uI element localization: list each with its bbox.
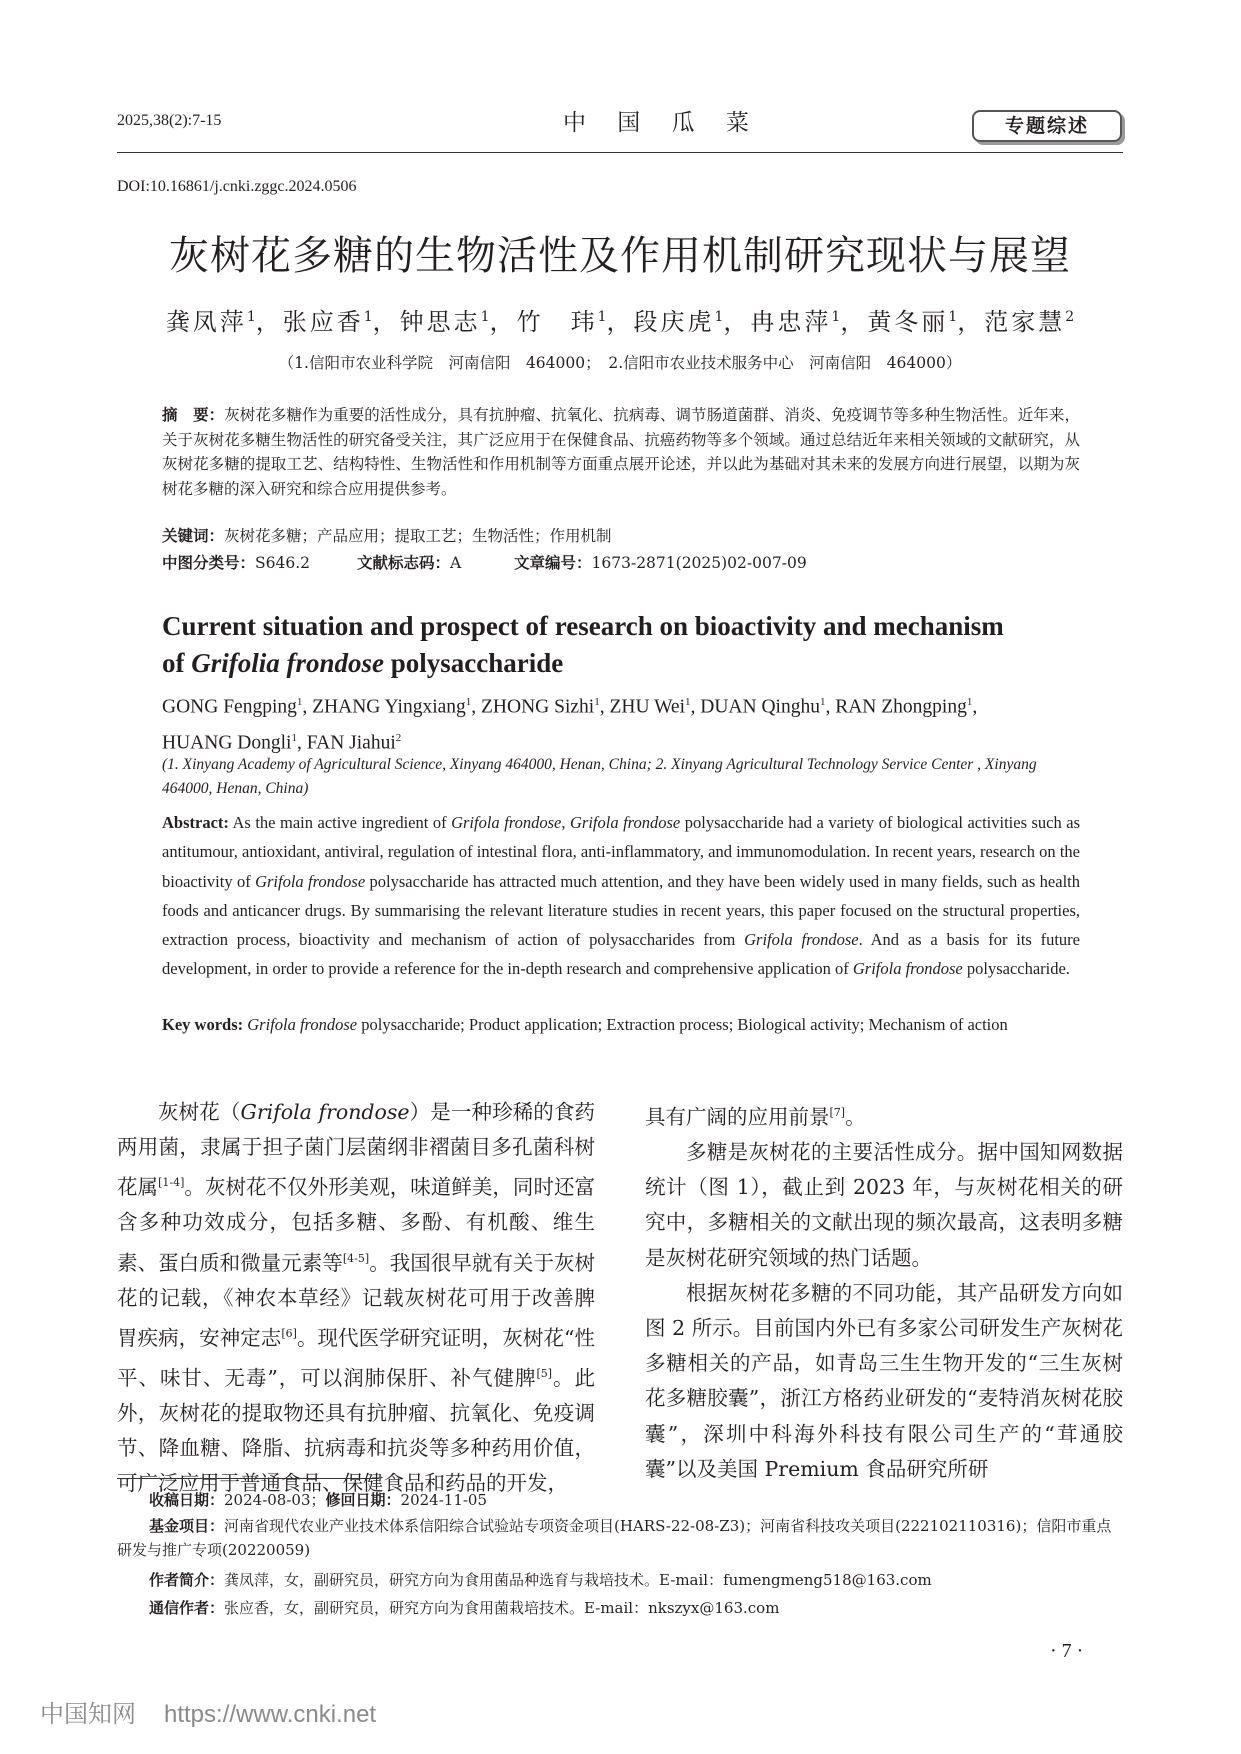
author-en: ZHANG Yingxiang — [312, 696, 466, 718]
doc-code-label: 文献标志码： — [357, 553, 451, 572]
page-number: · 7 · — [1050, 1640, 1084, 1662]
title-en-prefix: of — [162, 648, 192, 678]
body-paragraph: 根据灰树花多糖的不同功能，其产品研发方向如图 2 所示。目前国内外已有多家公司研发生产灰树花多糖相关的产品，如青岛三生生物开发的“三生灰树花多糖胶囊”，浙江方格药业研发的“麦特消灰树花胶囊”，深圳中科海外科技有限公司生产的“茸通胶囊”以及美国 Premium 食品研究所研 — [645, 1280, 1123, 1481]
affil-sup: 1 — [684, 696, 691, 708]
fund-value: 河南省现代农业产业技术体系信阳综合试验站专项资金项目(HARS-22-08-Z3)；河南省科技攻关项目(222102110316)；信阳市重点研发与推广专项(20220059) — [117, 1517, 1112, 1559]
author-cn: 冉忠萍 — [750, 308, 832, 336]
body-text: 。灰树花不仅外形美观，味道鲜美，同时还富含多种功效成分，包括多糖、多酚、有机酸、维生素、蛋白质和微量元素等 — [117, 1175, 596, 1275]
abstract-en — [162, 808, 1080, 984]
abstract-en-text: polysaccharide. — [962, 959, 1070, 979]
footnote-fund — [117, 1514, 1123, 1562]
author-en: ZHONG Sizhi — [481, 696, 595, 718]
body-column-left — [117, 1095, 595, 1502]
affil-sup: 1 — [831, 309, 841, 325]
species-name: Grifola frondose — [247, 1015, 358, 1034]
article-title-en — [162, 608, 1080, 682]
citation-ref[interactable]: [1-4] — [158, 1176, 185, 1190]
affiliation-cn: （1.信阳市农业科学院 河南信阳 464000； 2.信阳市农业技术服务中心 河南信阳 464000） — [278, 354, 962, 372]
footnote-divider — [117, 1478, 379, 1479]
author-en: DUAN Qinghu — [700, 696, 820, 718]
affil-sup: 1 — [296, 696, 303, 708]
affil-sup: 2 — [395, 731, 402, 744]
article-no-value: 1673-2871(2025)02-007-09 — [591, 554, 807, 572]
body-column-right — [645, 1095, 1123, 1487]
affil-sup: 1 — [594, 696, 600, 708]
affil-sup: 1 — [966, 696, 973, 708]
citation-ref[interactable]: [5] — [536, 1366, 553, 1380]
authors-en: GONG Fengping$^1$, ZHANG Yingxiang$^1$, ZHONG Sizhi$^1$, ZHU Wei$^1$, DUAN Qinghu$^1$, RAN Zhongping$^1$, HUANG Dongli$^1$, FAN Jiahui$^2$ — [162, 696, 978, 753]
abstract-en-text: polysaccharide had a variety of biological activities such as antitumour, antioxidant, antiviral, regulation of intestinal flora, anti-inflammatory, and immunomodulation. In recent years, research on the bioactivity of — [162, 813, 1081, 891]
affil-sup: 1 — [465, 696, 472, 708]
species-name: Grifola frondose — [240, 1100, 410, 1124]
corresponding-label: 通信作者： — [149, 1599, 225, 1617]
keywords-en — [162, 1010, 1080, 1039]
article-title-cn: 灰树花多糖的生物活性及作用机制研究现状与展望 — [169, 233, 1071, 279]
abstract-cn-text: 灰树花多糖作为重要的活性成分，具有抗肿瘤、抗氧化、抗病毒、调节肠道菌群、消炎、免疫调节等多种生物活性。近年来，关于灰树花多糖生物活性的研究备受关注，其广泛应用于在保健食品、抗癌药物等多个领域。通过总结近年来相关领域的文献研究，从灰树花多糖的提取工艺、结构特性、生物活性和作用机制等方面重点展开论述，并以此为基础对其未来的发展方向进行展望，以期为灰树花多糖的深入研究和综合应用提供参考。 — [162, 406, 1080, 498]
affil-sup: 1 — [363, 309, 373, 325]
section-badge: 专题综述 — [972, 110, 1122, 142]
author-cn: 范家慧 — [984, 308, 1066, 336]
author-cn: 黄冬丽 — [867, 308, 949, 336]
affil-sup: 1 — [480, 309, 490, 325]
footnote-corresponding — [117, 1596, 1123, 1620]
affil-sup: 1 — [714, 309, 724, 325]
received-date: 2024-08-03； — [224, 1491, 326, 1509]
keywords-cn — [162, 524, 1080, 549]
cnki-watermark — [40, 1694, 376, 1729]
keywords-en-text: polysaccharide; Product application; Extraction process; Biological activity; Mechanism of action — [357, 1015, 1008, 1034]
author-cn: 张应香 — [282, 308, 364, 336]
affil-sup: 1 — [597, 309, 607, 325]
affil-sup: 1 — [291, 731, 297, 744]
species-name: Grifola frondose — [744, 930, 859, 950]
body-text: 。我国很早就有关于灰树花的记载，《神农本草经》记载灰树花可用于改善脾胃疾病，安神定志 — [117, 1250, 596, 1350]
journal-name: 中 国 瓜 菜 — [563, 110, 761, 136]
author-en: RAN Zhongping — [835, 696, 967, 718]
affil-sup: 2 — [1065, 309, 1075, 325]
footnote-author — [117, 1568, 1123, 1592]
author-en: FAN Jiahui — [306, 732, 396, 753]
species-name: Grifola frondose — [852, 959, 963, 979]
body-text: 具有广阔的应用前景 — [645, 1104, 830, 1129]
doi[interactable]: DOI:10.16861/j.cnki.zggc.2024.0506 — [117, 178, 357, 195]
revised-date: 2024-11-05 — [400, 1491, 488, 1509]
abstract-en-text: As the main active ingredient of — [228, 813, 452, 832]
title-en-suffix: polysaccharide — [384, 648, 564, 678]
affil-sup: 1 — [948, 309, 958, 325]
body-text: 。此外，灰树花的提取物还具有抗肿瘤、抗氧化、免疫调节、降血糖、降脂、抗病毒和抗炎等多种药用价值，可广泛应用于普通食品、保健食品和药品的开发， — [117, 1365, 596, 1496]
abstract-cn-label: 摘 要： — [162, 405, 225, 424]
watermark-brand: 中国知网 — [40, 1700, 136, 1728]
abstract-en-text: , — [561, 813, 570, 832]
keywords-cn-text: 灰树花多糖；产品应用；提取工艺；生物活性；作用机制 — [224, 527, 612, 545]
species-name: Grifola frondose — [451, 813, 562, 832]
title-en-line1: Current situation and prospect of research on bioactivity and mechanism — [162, 611, 1004, 641]
watermark-url[interactable]: https://www.cnki.net — [164, 1701, 377, 1728]
author-cn: 竹 玮 — [516, 308, 598, 336]
received-label: 收稿日期： — [149, 1491, 225, 1509]
author-en: GONG Fengping — [162, 696, 297, 718]
abstract-en-text: polysaccharide has attracted much attention, and they have been widely used in many fields, such as health foods and anticancer drugs. By summarising the relevant literature studies in recent years, this paper focused on the structural properties, extraction process, bioactivity and mechanism of action of polysaccharides from — [162, 871, 1080, 950]
title-en-species: Grifolia frondose — [191, 648, 385, 678]
author-cn: 龚凤萍 — [165, 308, 247, 336]
body-text: ）是一种珍稀的食药两用菌，隶属于担子菌门层菌纲非褶菌目多孔菌科树花属 — [117, 1100, 596, 1200]
species-name: Grifola frondose — [255, 871, 366, 891]
abstract-en-label: Abstract: — [162, 813, 229, 832]
keywords-en-label: Key words: — [162, 1015, 244, 1034]
abstract-cn — [162, 403, 1080, 501]
revised-label: 修回日期： — [325, 1491, 401, 1509]
citation-ref[interactable]: [7] — [829, 1106, 846, 1119]
species-name: Grifola frondose — [569, 813, 681, 832]
header-divider — [117, 152, 1123, 153]
affil-sup: 1 — [246, 309, 256, 325]
author-cn: 钟思志 — [399, 308, 481, 336]
citation-info: 2025,38(2):7-15 — [117, 112, 222, 129]
body-text: 。现代医学研究证明，灰树花“性平、味甘、无毒”，可以润肺保肝、补气健脾 — [117, 1325, 596, 1390]
author-bio: 龚凤萍，女，副研究员，研究方向为食用菌品种选育与栽培技术。E-mail：fumengmeng518@163.com — [224, 1571, 932, 1589]
body-text: 灰树花（ — [158, 1100, 241, 1124]
clc-value: S646.2 — [255, 554, 311, 572]
corresponding-author: 张应香，女，副研究员，研究方向为食用菌栽培技术。E-mail：nkszyx@163.com — [224, 1599, 780, 1617]
article-no-label: 文章编号： — [514, 553, 592, 572]
doc-code-value: A — [450, 554, 462, 572]
author-en: HUANG Dongli — [162, 732, 292, 753]
body-paragraph: 多糖是灰树花的主要活性成分。据中国知网数据统计（图 1），截止到 2023 年，与灰树花相关的研究中，多糖相关的文献出现的频次最高，这表明多糖是灰树花研究领域的热门话题。 — [645, 1140, 1123, 1270]
body-paragraph — [117, 1095, 595, 1502]
keywords-cn-label: 关键词： — [162, 526, 225, 545]
authors-cn: 龚凤萍$^1$，张应香$^1$，钟思志$^1$，竹 玮$^1$，段庆虎$^1$，冉忠萍$^1$，黄冬丽$^1$，范家慧$^2$ — [165, 308, 1075, 336]
citation-ref[interactable]: [6] — [281, 1326, 297, 1340]
abstract-en-text: . And as a basis for its future development, in order to provide a reference for the in-depth research and comprehensive application of — [162, 930, 1080, 979]
citation-ref[interactable]: [4-5] — [342, 1251, 370, 1265]
affil-sup: 1 — [819, 696, 826, 708]
classification-row — [162, 551, 1080, 575]
affiliation-en: (1. Xinyang Academy of Agricultural Science, Xinyang 464000, Henan, China; 2. Xinyang Agricultural Technology Service Center , Xinyang 464000, Henan, China) — [162, 756, 1037, 797]
author-en: ZHU Wei — [609, 696, 685, 718]
body-paragraph — [645, 1095, 1123, 1135]
footnote-dates — [117, 1488, 1123, 1512]
fund-label: 基金项目： — [149, 1517, 225, 1535]
author-cn: 段庆虎 — [633, 308, 715, 336]
body-text: 。 — [845, 1104, 866, 1129]
author-bio-label: 作者简介： — [149, 1571, 225, 1589]
clc-label: 中图分类号： — [162, 553, 256, 572]
